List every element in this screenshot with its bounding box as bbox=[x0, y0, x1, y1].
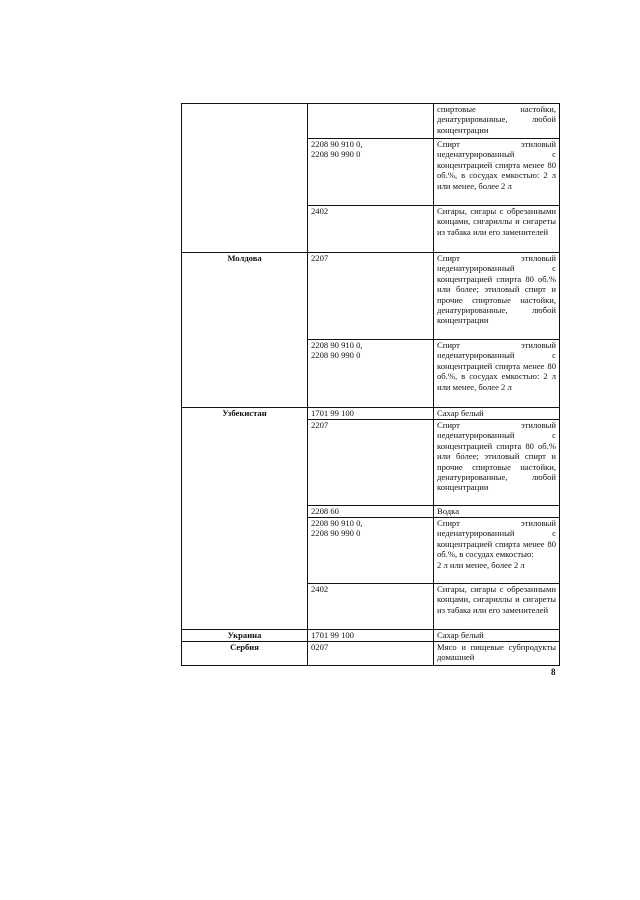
table-row bbox=[182, 408, 560, 420]
table-row bbox=[182, 253, 560, 340]
code-cell: 2208 60 bbox=[308, 506, 434, 518]
country-cell bbox=[182, 104, 308, 253]
table-row bbox=[182, 104, 560, 139]
description-cell: Спирт этиловый неденатурированный с концентрацией спирта менее 80 об.%, в сосудах емкостью: 2 л или менее, более 2 л bbox=[434, 340, 560, 408]
country-cell: Молдова bbox=[182, 253, 308, 408]
description-cell: Сахар белый bbox=[434, 408, 560, 420]
code-cell: 2208 90 910 0, 2208 90 990 0 bbox=[308, 139, 434, 206]
code-cell: 2208 90 910 0, 2208 90 990 0 bbox=[308, 518, 434, 584]
country-cell: Украина bbox=[182, 630, 308, 642]
description-cell: Спирт этиловый неденатурированный с концентрацией спирта менее 80 об.%, в сосудах емкостью: 2 л или менее, более 2 л bbox=[434, 139, 560, 206]
description-cell: Сигары, сигары с обрезанными концами, сигариллы и сигареты из табака или его заменителей bbox=[434, 206, 560, 253]
code-cell: 1701 99 100 bbox=[308, 630, 434, 642]
trade-restrictions-table bbox=[181, 103, 560, 666]
table-row bbox=[182, 642, 560, 666]
description-cell: Водка bbox=[434, 506, 560, 518]
page-number: 8 bbox=[551, 667, 556, 677]
code-cell: 2402 bbox=[308, 584, 434, 630]
code-cell: 0207 bbox=[308, 642, 434, 666]
code-cell: 1701 99 100 bbox=[308, 408, 434, 420]
code-cell bbox=[308, 104, 434, 139]
description-cell: Спирт этиловый неденатурированный с концентрацией спирта менее 80 об.%, в сосудах емкостью: 2 л или менее, более 2 л bbox=[434, 518, 560, 584]
country-cell: Узбекистан bbox=[182, 408, 308, 630]
description-cell: Мясо и пищевые субпродукты домашней bbox=[434, 642, 560, 666]
table-row bbox=[182, 630, 560, 642]
description-cell: Спирт этиловый неденатурированный с концентрацией спирта 80 об.% или более; этиловый спирт и прочие спиртовые настойки, денатурированные, любой концентрации bbox=[434, 253, 560, 340]
description-cell: спиртовые настойки, денатурированные, любой концентрации bbox=[434, 104, 560, 139]
code-cell: 2402 bbox=[308, 206, 434, 253]
description-cell: Сахар белый bbox=[434, 630, 560, 642]
code-cell: 2208 90 910 0, 2208 90 990 0 bbox=[308, 340, 434, 408]
code-cell: 2207 bbox=[308, 253, 434, 340]
description-cell: Спирт этиловый неденатурированный с концентрацией спирта 80 об.% или более; этиловый спирт и прочие спиртовые настойки, денатурированные, любой концентрации bbox=[434, 420, 560, 506]
description-cell: Сигары, сигары с обрезанными концами, сигариллы и сигареты из табака или его заменителей bbox=[434, 584, 560, 630]
country-cell: Сербия bbox=[182, 642, 308, 666]
code-cell: 2207 bbox=[308, 420, 434, 506]
